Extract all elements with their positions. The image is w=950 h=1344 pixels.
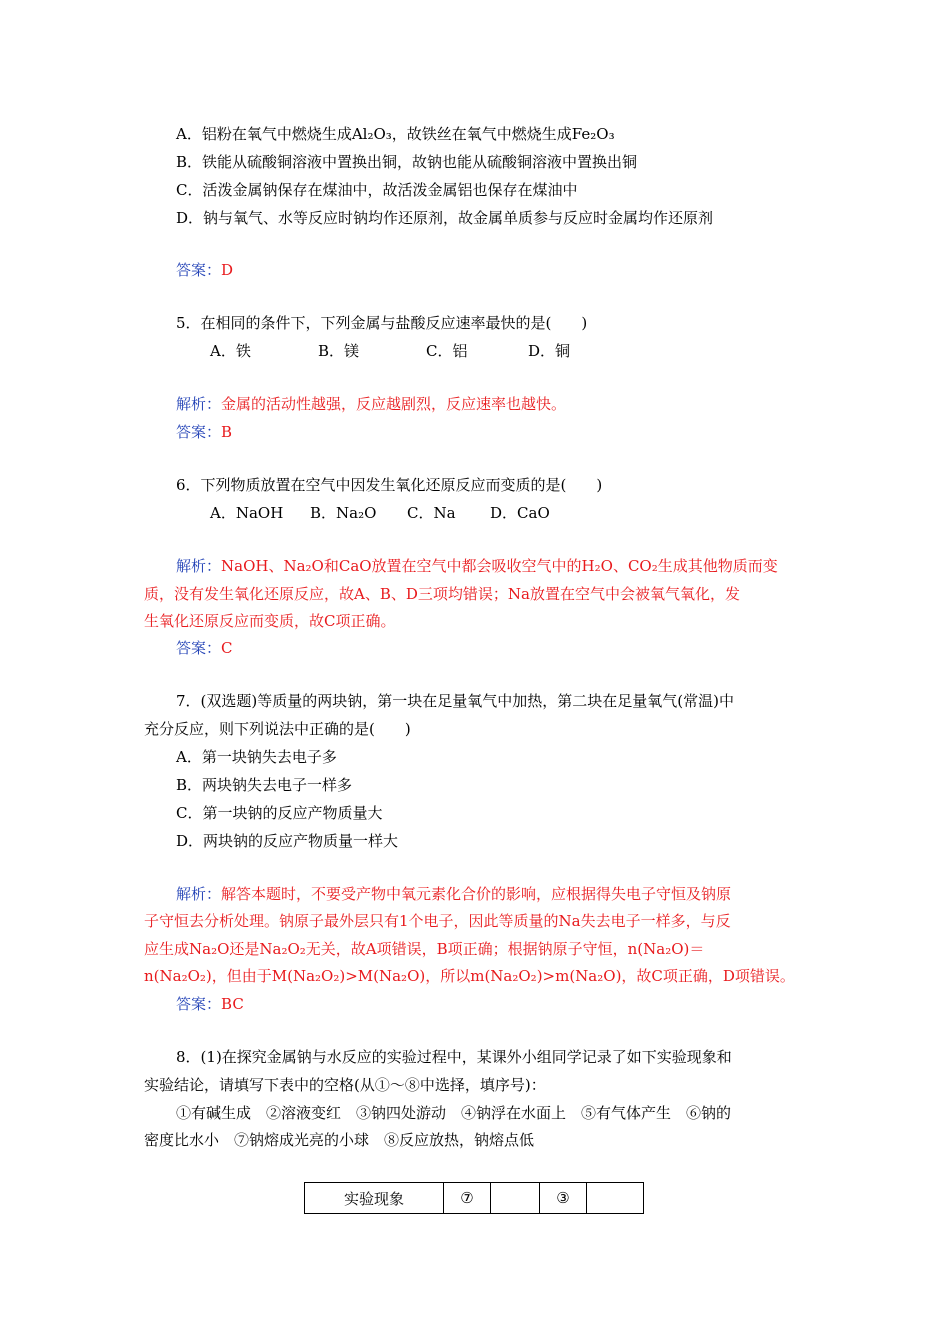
q7-answer xyxy=(176,994,244,1014)
q8-choices-line-2: 密度比水小 ⑦钠熔成光亮的小球 ⑧反应放热，钠熔点低 xyxy=(144,1131,535,1149)
q7-option-c: C．第一块钠的反应产物质量大 xyxy=(176,804,383,822)
q5-option-a: A．铁 xyxy=(210,342,251,360)
q7-analysis-line-1 xyxy=(176,884,731,904)
q4-answer xyxy=(176,260,233,280)
q6-option-b: B．Na₂O xyxy=(310,504,377,522)
q5-option-c: C．铝 xyxy=(426,342,468,360)
q4-option-c: C．活泼金属钠保存在煤油中，故活泼金属铝也保存在煤油中 xyxy=(176,181,578,199)
analysis-label: 解析： xyxy=(176,885,222,903)
table-cell: ③ xyxy=(540,1183,587,1214)
q7-analysis-line-2: 子守恒去分析处理。钠原子最外层只有1个电子，因此等质量的Na失去电子一样多，与反 xyxy=(144,912,731,930)
q7-stem-line-2: 充分反应，则下列说法中正确的是( ) xyxy=(144,720,411,738)
q8-choices-line-1: ①有碱生成 ②溶液变红 ③钠四处游动 ④钠浮在水面上 ⑤有气体产生 ⑥钠的 xyxy=(176,1104,732,1122)
table-cell: ⑦ xyxy=(444,1183,491,1214)
q5-option-b: B．镁 xyxy=(318,342,360,360)
q8-stem-line-2: 实验结论，请填写下表中的空格(从①～⑧中选择，填序号)： xyxy=(144,1076,546,1094)
table-cell xyxy=(587,1183,644,1214)
experiment-table xyxy=(304,1182,644,1214)
answer-value: C xyxy=(221,639,233,657)
analysis-text: 金属的活动性越强，反应越剧烈，反应速率也越快。 xyxy=(221,395,567,413)
answer-value: D xyxy=(221,261,234,279)
q7-stem-line-1: 7．(双选题)等质量的两块钠，第一块在足量氧气中加热，第二块在足量氧气(常温)中 xyxy=(176,692,734,710)
q5-analysis xyxy=(176,394,566,414)
table-row xyxy=(305,1183,644,1214)
q4-option-a: A．铝粉在氧气中燃烧生成Al₂O₃，故铁丝在氧气中燃烧生成Fe₂O₃ xyxy=(176,125,615,143)
answer-value: BC xyxy=(221,995,244,1013)
analysis-label: 解析： xyxy=(176,395,222,413)
answer-label: 答案： xyxy=(176,639,222,657)
q7-analysis-line-4: n(Na₂O₂)，但由于M(Na₂O₂)>M(Na₂O)，所以m(Na₂O₂)>m(Na₂O)，故C项正确，D项错误。 xyxy=(144,967,795,985)
q5-option-d: D．铜 xyxy=(528,342,571,360)
q5-answer xyxy=(176,422,232,442)
q6-option-a: A．NaOH xyxy=(210,504,284,522)
q4-option-b: B．铁能从硫酸铜溶液中置换出铜，故钠也能从硫酸铜溶液中置换出铜 xyxy=(176,153,638,171)
q4-option-d: D．钠与氧气、水等反应时钠均作还原剂，故金属单质参与反应时金属均作还原剂 xyxy=(176,209,714,227)
q5-stem: 5．在相同的条件下，下列金属与盐酸反应速率最快的是( ) xyxy=(176,314,588,332)
q6-answer xyxy=(176,638,233,658)
analysis-label: 解析： xyxy=(176,557,222,575)
q7-option-a: A．第一块钠失去电子多 xyxy=(176,748,337,766)
analysis-text: 解答本题时，不要受产物中氧元素化合价的影响，应根据得失电子守恒及钠原 xyxy=(221,885,732,903)
answer-label: 答案： xyxy=(176,423,222,441)
q8-stem-line-1: 8．(1)在探究金属钠与水反应的实验过程中，某课外小组同学记录了如下实验现象和 xyxy=(176,1048,732,1066)
answer-value: B xyxy=(221,423,233,441)
analysis-text: NaOH、Na₂O和CaO放置在空气中都会吸收空气中的H₂O、CO₂生成其他物质而变 xyxy=(221,557,778,575)
q6-option-c: C．Na xyxy=(407,504,456,522)
q6-analysis-line-2: 质，没有发生氧化还原反应，故A、B、D三项均错误；Na放置在空气中会被氧气氧化，发 xyxy=(144,585,740,603)
answer-label: 答案： xyxy=(176,261,222,279)
q6-option-d: D．CaO xyxy=(490,504,550,522)
answer-label: 答案： xyxy=(176,995,222,1013)
q7-analysis-line-3: 应生成Na₂O还是Na₂O₂无关，故A项错误，B项正确；根据钠原子守恒，n(Na₂O)＝ xyxy=(144,940,705,958)
q7-option-b: B．两块钠失去电子一样多 xyxy=(176,776,353,794)
table-header-cell: 实验现象 xyxy=(305,1183,444,1214)
q7-option-d: D．两块钠的反应产物质量一样大 xyxy=(176,832,399,850)
table-cell xyxy=(491,1183,540,1214)
q6-stem: 6．下列物质放置在空气中因发生氧化还原反应而变质的是( ) xyxy=(176,476,603,494)
q6-analysis-line-3: 生氧化还原反应而变质，故C项正确。 xyxy=(144,612,396,630)
q6-analysis-line-1 xyxy=(176,556,778,576)
